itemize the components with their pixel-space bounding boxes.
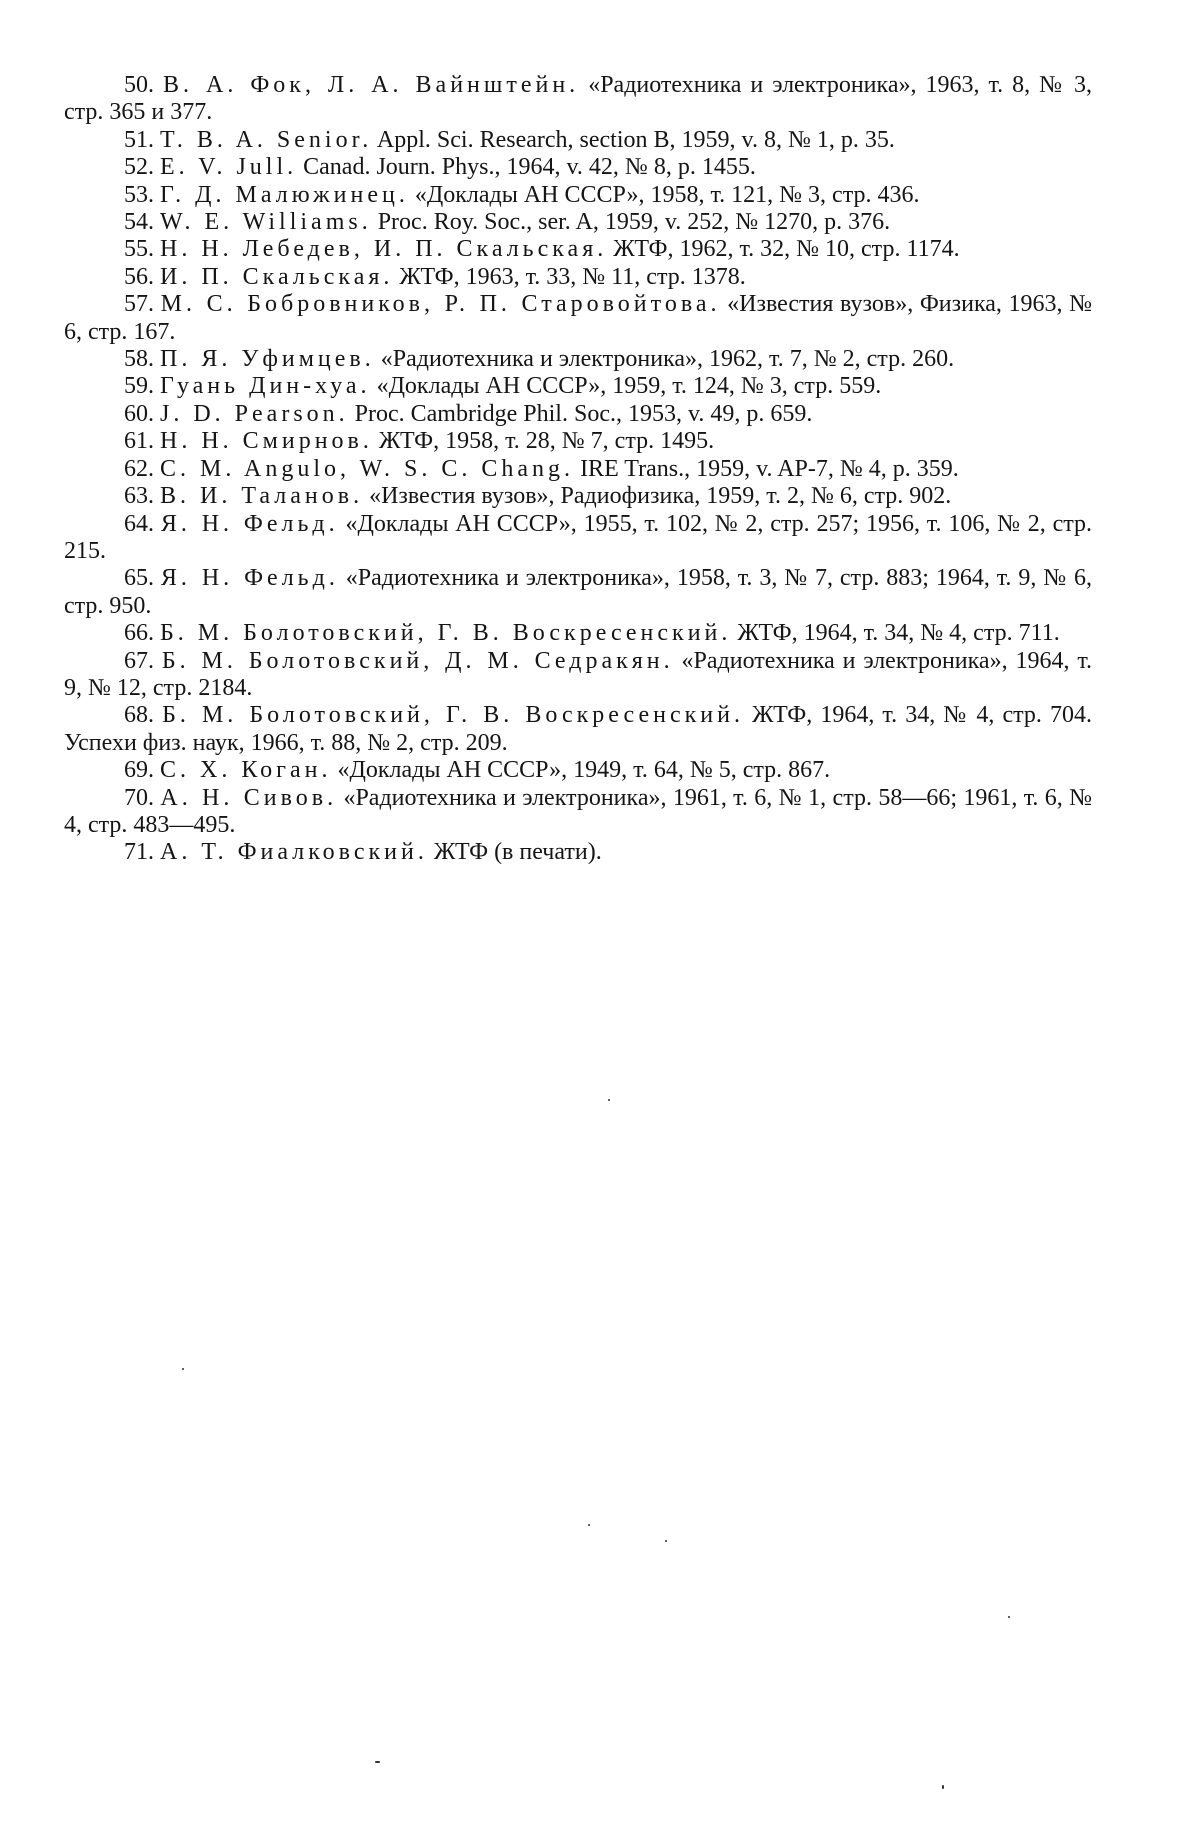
reference-item [64,648,1092,703]
reference-source: «Доклады АН СССР», 1959, т. 124, № 3, стр. 559. [376,373,882,400]
reference-item [64,401,1092,428]
reference-item [64,291,1092,346]
reference-item [64,346,1092,373]
reference-number: 70. [124,784,154,811]
reference-item [64,483,1092,510]
reference-number: 54. [124,209,154,236]
reference-number: 67. [124,647,154,674]
reference-number: 71. [124,839,154,866]
scan-speck [588,1524,590,1526]
reference-number: 58. [124,346,154,373]
reference-item [64,154,1092,181]
reference-item [64,72,1092,127]
reference-item [64,264,1092,291]
reference-number: 69. [124,757,154,784]
reference-source: Canad. Journ. Phys., 1964, v. 42, № 8, p. 1455. [303,154,756,181]
reference-number: 66. [124,620,154,647]
reference-item [64,373,1092,400]
reference-authors: C. M. Angulo, W. S. C. Chang. [160,455,575,482]
reference-authors: М. С. Бобровников, Р. П. Старовойтова. [160,291,721,318]
reference-authors: Б. М. Болотовский, Г. В. Воскресенский. [160,620,732,647]
reference-number: 59. [124,373,154,400]
reference-source: Proc. Roy. Soc., ser. A, 1959, v. 252, № 1270, p. 376. [377,209,891,236]
reference-source: «Известия вузов», Физика, 1963, № 6, стр. 167. [64,291,1093,345]
reference-authors: Б. М. Болотовский, Д. М. Седракян. [161,647,674,674]
reference-source: «Радиотехника и электроника», 1958, т. 3, № 7, стр. 883; 1964, т. 9, № 6, стр. 950. [64,565,1092,619]
reference-source: ЖТФ (в печати). [433,839,602,866]
reference-authors: А. Т. Фиалковский. [160,839,428,866]
reference-source: Proc. Cambridge Phil. Soc., 1953, v. 49, p. 659. [354,400,813,427]
reference-authors: T. B. A. Senior. [160,126,373,153]
reference-number: 51. [124,126,154,153]
reference-authors: Н. Н. Смирнов. [160,428,373,455]
reference-list [64,72,1092,867]
reference-source: ЖТФ, 1964, т. 34, № 4, стр. 711. [737,620,1060,647]
reference-authors: Г. Д. Малюжинец. [160,181,409,208]
scan-speck [1008,1616,1010,1618]
reference-authors: W. E. Williams. [160,209,372,236]
reference-item [64,565,1092,620]
reference-authors: Гуань Дин-хуа. [160,373,371,400]
reference-item [64,209,1092,236]
reference-authors: Я. Н. Фельд. [160,510,339,537]
scan-speck [182,1368,184,1370]
reference-source: «Радиотехника и электроника», 1962, т. 7, № 2, стр. 260. [380,346,955,373]
reference-number: 64. [124,510,154,537]
reference-authors: J. D. Pearson. [160,400,349,427]
reference-number: 56. [124,263,154,290]
reference-authors: В. А. Фок, Л. А. Вайнштейн. [163,72,580,98]
scan-speck [375,1761,380,1763]
reference-item [64,428,1092,455]
reference-source: «Радиотехника и электроника», 1964, т. 9, № 12, стр. 2184. [64,647,1093,701]
reference-authors: А. Н. Сивов. [160,784,338,811]
reference-number: 68. [124,702,154,729]
reference-authors: Б. М. Болотовский, Г. В. Воскресенский. [162,702,744,729]
scan-speck [608,1099,610,1101]
reference-number: 55. [124,236,154,263]
reference-source: «Радиотехника и электроника», 1963, т. 8, № 3, стр. 365 и 377. [64,72,1093,126]
reference-source: ЖТФ, 1963, т. 33, № 11, стр. 1378. [399,263,746,290]
reference-authors: С. Х. Коган. [160,757,332,784]
reference-number: 65. [124,565,154,592]
reference-number: 57. [124,291,154,318]
reference-item [64,182,1092,209]
reference-item [64,757,1092,784]
reference-number: 60. [124,400,154,427]
reference-source: «Доклады АН СССР», 1955, т. 102, № 2, стр. 257; 1956, т. 106, № 2, стр. 215. [64,510,1093,564]
reference-authors: Н. Н. Лебедев, И. П. Скальская. [160,236,608,263]
reference-item [64,456,1092,483]
reference-authors: E. V. Jull. [160,154,298,181]
reference-authors: П. Я. Уфимцев. [160,346,375,373]
scan-speck [665,1540,667,1542]
reference-number: 61. [124,428,154,455]
reference-source: ЖТФ, 1964, т. 34, № 4, стр. 704. Успехи физ. наук, 1966, т. 88, № 2, стр. 209. [64,702,1092,756]
reference-authors: Я. Н. Фельд. [160,565,339,592]
scan-speck [942,1785,944,1789]
reference-item [64,839,1092,866]
reference-source: «Радиотехника и электроника», 1961, т. 6, № 1, стр. 58—66; 1961, т. 6, № 4, стр. 483—495. [64,784,1093,838]
reference-item [64,785,1092,840]
reference-number: 52. [124,154,154,181]
reference-item [64,127,1092,154]
reference-item [64,620,1092,647]
reference-source: IRE Trans., 1959, v. AP-7, № 4, p. 359. [580,455,959,482]
reference-item [64,511,1092,566]
reference-source: «Известия вузов», Радиофизика, 1959, т. 2, № 6, стр. 902. [369,483,952,510]
reference-authors: И. П. Скальская. [160,263,394,290]
reference-source: ЖТФ, 1958, т. 28, № 7, стр. 1495. [378,428,715,455]
reference-number: 50. [124,72,154,98]
reference-number: 53. [124,181,154,208]
reference-number: 63. [124,483,154,510]
reference-source: Appl. Sci. Research, section B, 1959, v. 8, № 1, p. 35. [376,126,895,153]
reference-authors: В. И. Таланов. [160,483,364,510]
reference-source: ЖТФ, 1962, т. 32, № 10, стр. 1174. [613,236,960,263]
reference-item [64,702,1092,757]
reference-source: «Доклады АН СССР», 1958, т. 121, № 3, стр. 436. [414,181,920,208]
reference-number: 62. [124,455,154,482]
reference-item [64,236,1092,263]
reference-source: «Доклады АН СССР», 1949, т. 64, № 5, стр. 867. [337,757,831,784]
